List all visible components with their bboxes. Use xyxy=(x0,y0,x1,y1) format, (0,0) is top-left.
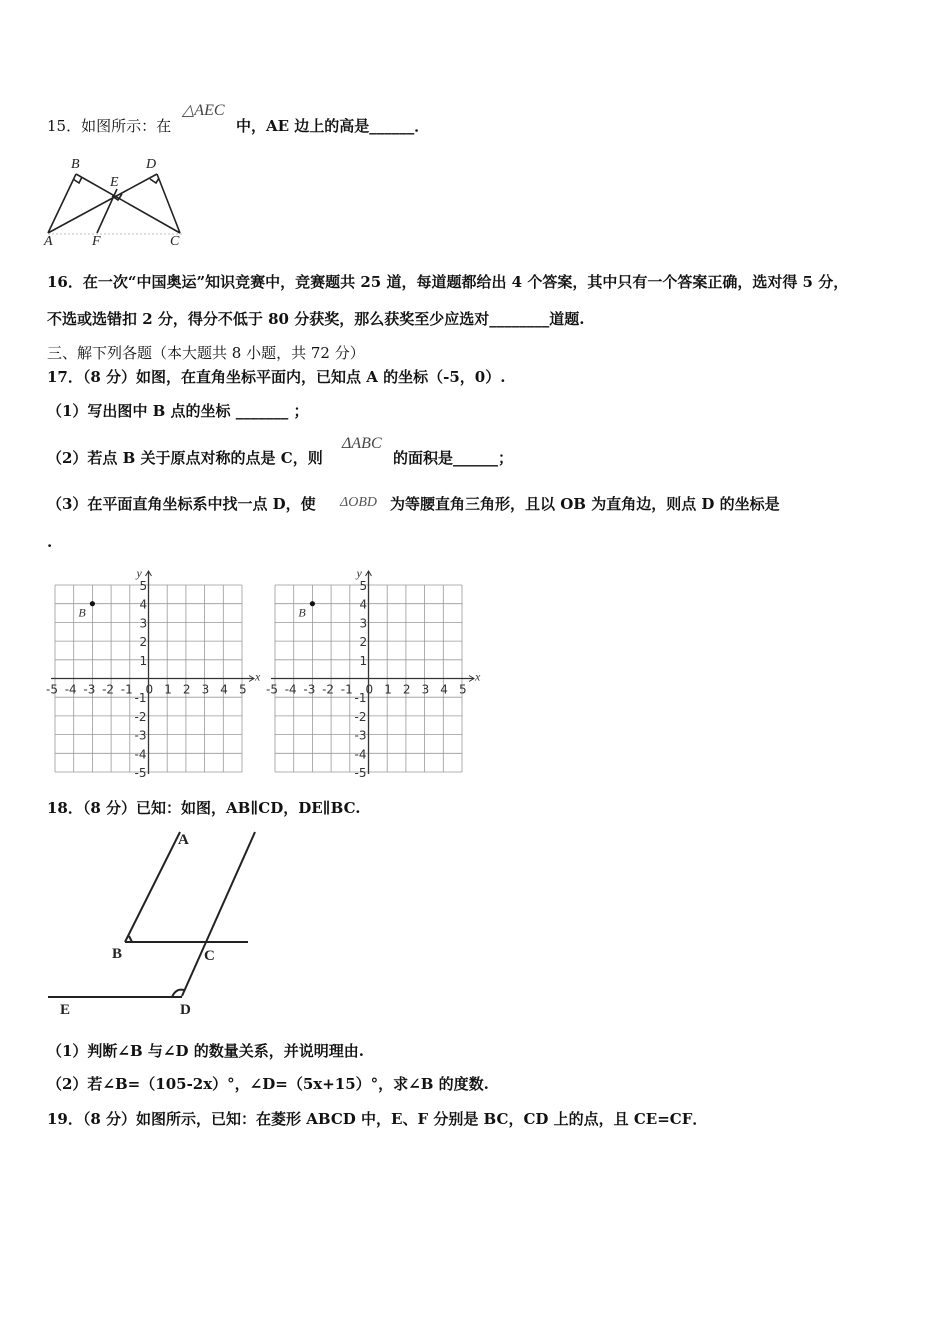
grid-left-x-tick-label: 1 xyxy=(164,682,172,697)
grid-left-x-tick-label: -5 xyxy=(46,682,58,697)
grid-left-x-tick-label: -4 xyxy=(64,682,77,697)
q18-label-D: D xyxy=(180,1002,191,1018)
q17-part2-triangle: ΔABC xyxy=(342,435,382,452)
grid-left-x-axis-label: x xyxy=(255,669,261,684)
grid-right-y-tick-label: 4 xyxy=(359,597,368,612)
grid-right-x-tick-label: 5 xyxy=(459,682,467,697)
grid-left-x-tick-label: 2 xyxy=(182,682,191,697)
q15-label-E: E xyxy=(110,175,119,190)
grid-right-point-B-label: B xyxy=(298,605,306,620)
q17-part3-post: 为等腰直角三角形，且以 OB 为直角边，则点 D 的坐标是 xyxy=(390,495,780,513)
q17-part3-end: . xyxy=(47,533,53,551)
grid-left-y-tick-label: -1 xyxy=(134,691,147,706)
grid-left-x-tick-label: 3 xyxy=(201,682,210,697)
grid-left-x-tick-label: -3 xyxy=(83,682,96,697)
q15-label-D: D xyxy=(146,157,157,172)
grid-left-y-tick-label: 2 xyxy=(139,635,148,650)
q15-triangle: △AEC xyxy=(182,102,225,119)
q17-part3-pre: （3）在平面直角坐标系中找一点 D，使 xyxy=(47,495,316,513)
grid-left-y-axis-label: y xyxy=(136,566,142,580)
section-3-heading: 三、解下列各题（本大题共 8 小题，共 72 分） xyxy=(47,344,365,362)
q18-label-B: B xyxy=(112,946,123,962)
q17-part1: （1）写出图中 B 点的坐标 _______ ； xyxy=(47,402,309,420)
q15-label-F: F xyxy=(92,234,101,248)
q15-number: 15． xyxy=(47,117,82,135)
grid-right-y-tick-label: 2 xyxy=(359,635,368,650)
q18-figure xyxy=(40,822,280,1022)
grid-right-x-tick-label: -5 xyxy=(266,682,278,697)
grid-right-x-axis-label: x xyxy=(475,669,481,684)
q18-label-A: A xyxy=(178,832,189,848)
q15-figure xyxy=(40,152,190,248)
q17-part3-triangle: ΔOBD xyxy=(340,495,377,510)
q17-part2-pre: （2）若点 B 关于原点对称的点是 C，则 xyxy=(47,449,323,467)
grid-right-x-tick-label: -3 xyxy=(303,682,316,697)
grid-left-y-tick-label: -4 xyxy=(134,747,147,762)
q15-label-B: B xyxy=(71,157,80,172)
q18-label-E: E xyxy=(60,1002,71,1018)
q15-pre: 如图所示：在 xyxy=(81,117,172,135)
grid-left-y-tick-label: 3 xyxy=(139,616,148,631)
grid-right-y-tick-label: 1 xyxy=(359,653,368,668)
q16-line2: 不选或选错扣 2 分，得分不低于 80 分获奖，那么获奖至少应选对________道题. xyxy=(47,310,585,328)
grid-right-y-tick-label: 5 xyxy=(359,579,368,593)
grid-left-y-tick-label: -3 xyxy=(134,728,147,743)
grid-right-x-tick-label: 2 xyxy=(402,682,411,697)
q15-post: 中，AE 边上的高是______． xyxy=(236,117,430,135)
q17-grid-left xyxy=(45,563,267,778)
grid-right-y-tick-label: -3 xyxy=(354,728,367,743)
grid-left-y-tick-label: 4 xyxy=(139,597,148,612)
q17-head: 17．（8 分）如图，在直角坐标平面内，已知点 A 的坐标（-5，0）. xyxy=(47,368,506,386)
grid-left-y-tick-label: -5 xyxy=(134,766,147,778)
grid-right-x-tick-label: 4 xyxy=(440,682,448,697)
grid-left-y-tick-label: 5 xyxy=(139,579,148,593)
q18-head: 18．（8 分）已知：如图，AB∥CD，DE∥BC. xyxy=(47,799,361,817)
q18-label-C: C xyxy=(204,948,215,964)
grid-left-y-tick-label: -2 xyxy=(134,709,147,724)
q17-part2-post: 的面积是______； xyxy=(393,449,514,467)
grid-right-y-tick-label: -1 xyxy=(354,691,367,706)
q15-label-C: C xyxy=(170,234,180,248)
grid-right-point-B xyxy=(310,601,315,606)
grid-right-y-tick-label: -4 xyxy=(354,747,367,762)
grid-right-y-tick-label: 3 xyxy=(359,616,368,631)
grid-right-x-tick-label: -1 xyxy=(340,682,353,697)
grid-left-x-tick-label: -2 xyxy=(102,682,115,697)
grid-right-y-tick-label: -5 xyxy=(354,766,367,778)
grid-left-point-B xyxy=(90,601,95,606)
q16-line1: 16．在一次“中国奥运”知识竞赛中，竞赛题共 25 道，每道题都给出 4 个答案，其中只有一个答案正确，选对得 5 分， xyxy=(47,273,849,291)
grid-left-x-tick-label: 5 xyxy=(239,682,247,697)
q15-text xyxy=(47,116,171,136)
grid-right-x-tick-label: 3 xyxy=(421,682,430,697)
q17-grid-right xyxy=(265,563,487,778)
grid-left-x-tick-label: 4 xyxy=(220,682,228,697)
q18-part1: （1）判断∠B 与∠D 的数量关系，并说明理由. xyxy=(47,1042,364,1060)
grid-right-x-tick-label: -4 xyxy=(284,682,297,697)
grid-right-x-tick-label: -2 xyxy=(322,682,335,697)
grid-right-x-tick-label: 0 xyxy=(365,682,374,697)
q19-head: 19．（8 分）如图所示，已知：在菱形 ABCD 中，E、F 分别是 BC，CD 上的点，且 CE=CF． xyxy=(47,1110,708,1128)
grid-left-y-tick-label: 1 xyxy=(139,653,148,668)
q18-part2: （2）若∠B=（105-2x）°，∠D=（5x+15）°，求∠B 的度数. xyxy=(47,1075,489,1093)
grid-left-x-tick-label: -1 xyxy=(120,682,133,697)
grid-right-y-axis-label: y xyxy=(356,566,362,580)
grid-left-x-tick-label: 0 xyxy=(145,682,154,697)
grid-left-point-B-label: B xyxy=(78,605,86,620)
grid-right-y-tick-label: -2 xyxy=(354,709,367,724)
q15-label-A: A xyxy=(44,234,53,248)
grid-right-x-tick-label: 1 xyxy=(384,682,392,697)
